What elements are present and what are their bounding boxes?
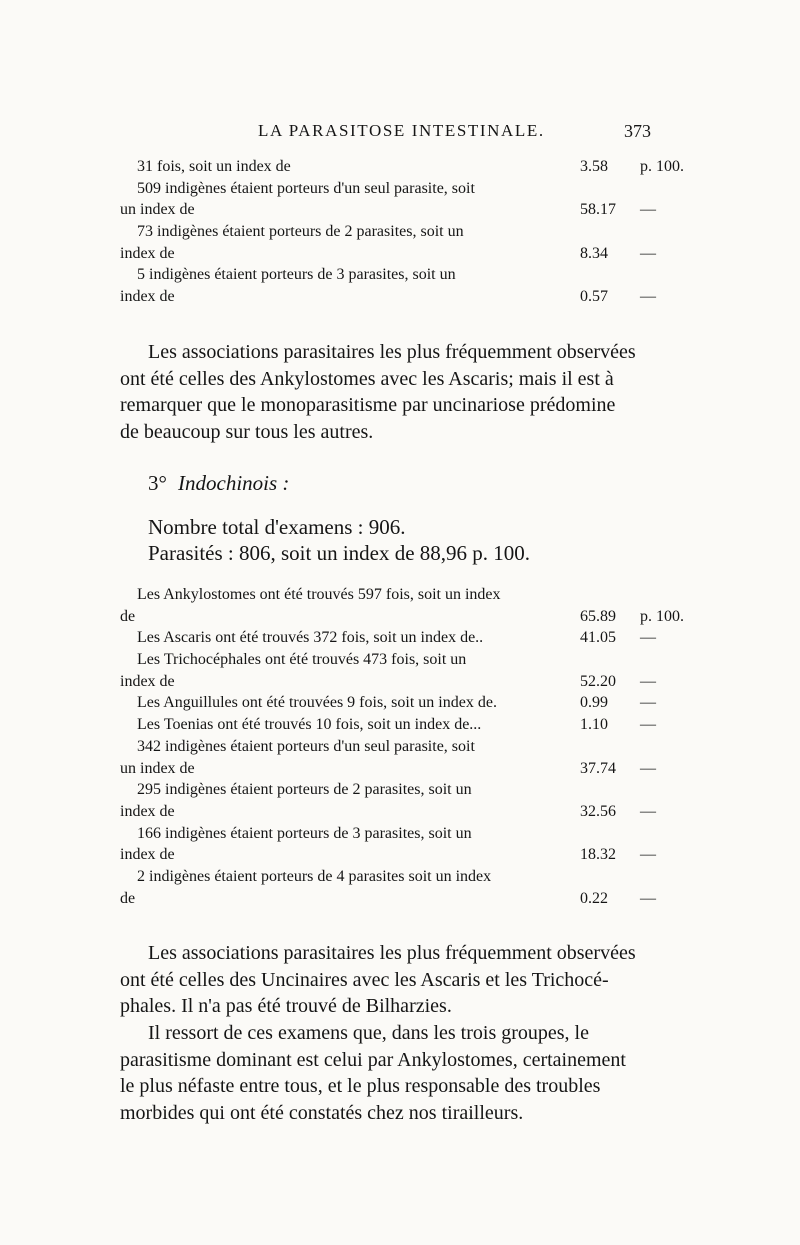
index-value: 0.57 (580, 288, 608, 306)
text-line: le plus néfaste entre tous, et le plus responsable des troubles (120, 1075, 601, 1097)
index-unit: — (640, 694, 656, 712)
list-item (0, 649, 800, 671)
list-item (0, 714, 800, 736)
text-line: ont été celles des Ankylostomes avec les Ascaris; mais il est à (120, 367, 614, 390)
infection-index-list-top (0, 156, 800, 308)
list-item (0, 156, 800, 178)
index-unit: — (640, 244, 656, 262)
text-line: morbides qui ont été constatés chez nos tirailleurs. (120, 1101, 524, 1124)
index-unit: — (640, 629, 656, 647)
index-unit: — (640, 288, 656, 306)
index-value: 58.17 (580, 201, 616, 219)
entry-text: de (120, 606, 137, 628)
index-value: 3.58 (580, 158, 608, 175)
text-line: remarquer que le monoparasitisme par uncinariose prédomine (120, 394, 616, 416)
index-value: 32.56 (580, 802, 616, 820)
page-number: 373 (624, 121, 651, 141)
entry-text: Les Ankylostomes ont été trouvés 597 fois, soit un index (137, 584, 503, 606)
paragraph-associations-ankylostomes (0, 339, 800, 445)
entry-text: 342 indigènes étaient porteurs d'un seul parasite, soit (137, 736, 477, 758)
list-item (0, 264, 800, 286)
list-item (0, 866, 800, 888)
total-parasitized: Parasités : 806, soit un index de 88,96 p. 100. (148, 541, 531, 565)
total-exams: Nombre total d'examens : 906. (148, 515, 406, 539)
index-unit: — (640, 716, 656, 734)
entry-text: index de (120, 671, 177, 693)
text-line: Les associations parasitaires les plus fréquemment observées (148, 341, 636, 363)
list-item (0, 888, 800, 910)
list-item (0, 243, 800, 265)
running-title: LA PARASITOSE INTESTINALE. (258, 121, 545, 140)
entry-text: 73 indigènes étaient porteurs de 2 parasites, soit un (137, 221, 466, 243)
entry-text: 509 indigènes étaient porteurs d'un seul parasite, soit (137, 178, 477, 200)
list-item (0, 199, 800, 221)
index-value: 41.05 (580, 629, 616, 647)
index-value: 1.10 (580, 716, 608, 734)
index-value: 0.99 (580, 694, 608, 712)
list-item (0, 779, 800, 801)
entry-text: Les Trichocéphales ont été trouvés 473 fois, soit un (137, 649, 468, 671)
index-value: 18.32 (580, 846, 616, 864)
list-item (0, 692, 800, 714)
section-number: 3° (148, 471, 167, 495)
entry-text: 31 fois, soit un index de (137, 156, 293, 178)
text-line: Les associations parasitaires les plus fréquemment observées (148, 942, 636, 964)
paragraph-conclusion (0, 1020, 800, 1126)
entry-text: 295 indigènes étaient porteurs de 2 parasites, soit un (137, 779, 474, 801)
list-item (0, 221, 800, 243)
index-value: 65.89 (580, 607, 616, 625)
index-unit: p. 100. (640, 158, 684, 175)
page-header (0, 121, 800, 151)
entry-text: 2 indigènes étaient porteurs de 4 parasites soit un index (137, 866, 493, 888)
entry-text: de (120, 888, 137, 910)
list-item (0, 801, 800, 823)
list-item (0, 584, 800, 606)
entry-text: Les Anguillules ont été trouvées 9 fois, soit un index de. (137, 692, 499, 714)
index-unit: — (640, 201, 656, 219)
list-item (0, 286, 800, 308)
list-item (0, 178, 800, 200)
entry-text: un index de (120, 758, 197, 780)
index-value: 8.34 (580, 244, 608, 262)
index-value: 52.20 (580, 672, 616, 690)
list-item (0, 671, 800, 693)
entry-text: Les Ascaris ont été trouvés 372 fois, soit un index de.. (137, 627, 485, 649)
list-item (0, 758, 800, 780)
entry-text: index de (120, 243, 177, 265)
entry-text: index de (120, 844, 177, 866)
index-value: 37.74 (580, 759, 616, 777)
text-line: Il ressort de ces examens que, dans les trois groupes, le (148, 1022, 589, 1044)
list-item (0, 823, 800, 845)
text-line: parasitisme dominant est celui par Ankylostomes, certainement (120, 1048, 626, 1071)
index-value: 0.22 (580, 889, 608, 907)
section-title: Indochinois : (178, 471, 290, 495)
entry-text: Les Toenias ont été trouvés 10 fois, soit un index de... (137, 714, 483, 736)
index-unit: — (640, 759, 656, 777)
list-item (0, 606, 800, 628)
entry-text: 5 indigènes étaient porteurs de 3 parasites, soit un (137, 264, 458, 286)
entry-text: index de (120, 801, 177, 823)
text-line: de beaucoup sur tous les autres. (120, 420, 374, 443)
index-unit: — (640, 846, 656, 864)
text-line: phales. Il n'a pas été trouvé de Bilharzies. (120, 995, 452, 1017)
entry-text: 166 indigènes étaient porteurs de 3 parasites, soit un (137, 823, 474, 845)
index-unit: p. 100. (640, 607, 684, 625)
index-unit: — (640, 889, 656, 907)
index-unit: — (640, 802, 656, 820)
paragraph-associations-uncinaires (0, 940, 800, 1020)
list-item (0, 844, 800, 866)
text-line: ont été celles des Uncinaires avec les Ascaris et les Trichocé- (120, 968, 609, 991)
entry-text: index de (120, 286, 177, 308)
list-item (0, 627, 800, 649)
entry-text: un index de (120, 199, 197, 221)
indochinois-index-list (0, 584, 800, 909)
index-unit: — (640, 672, 656, 690)
list-item (0, 736, 800, 758)
